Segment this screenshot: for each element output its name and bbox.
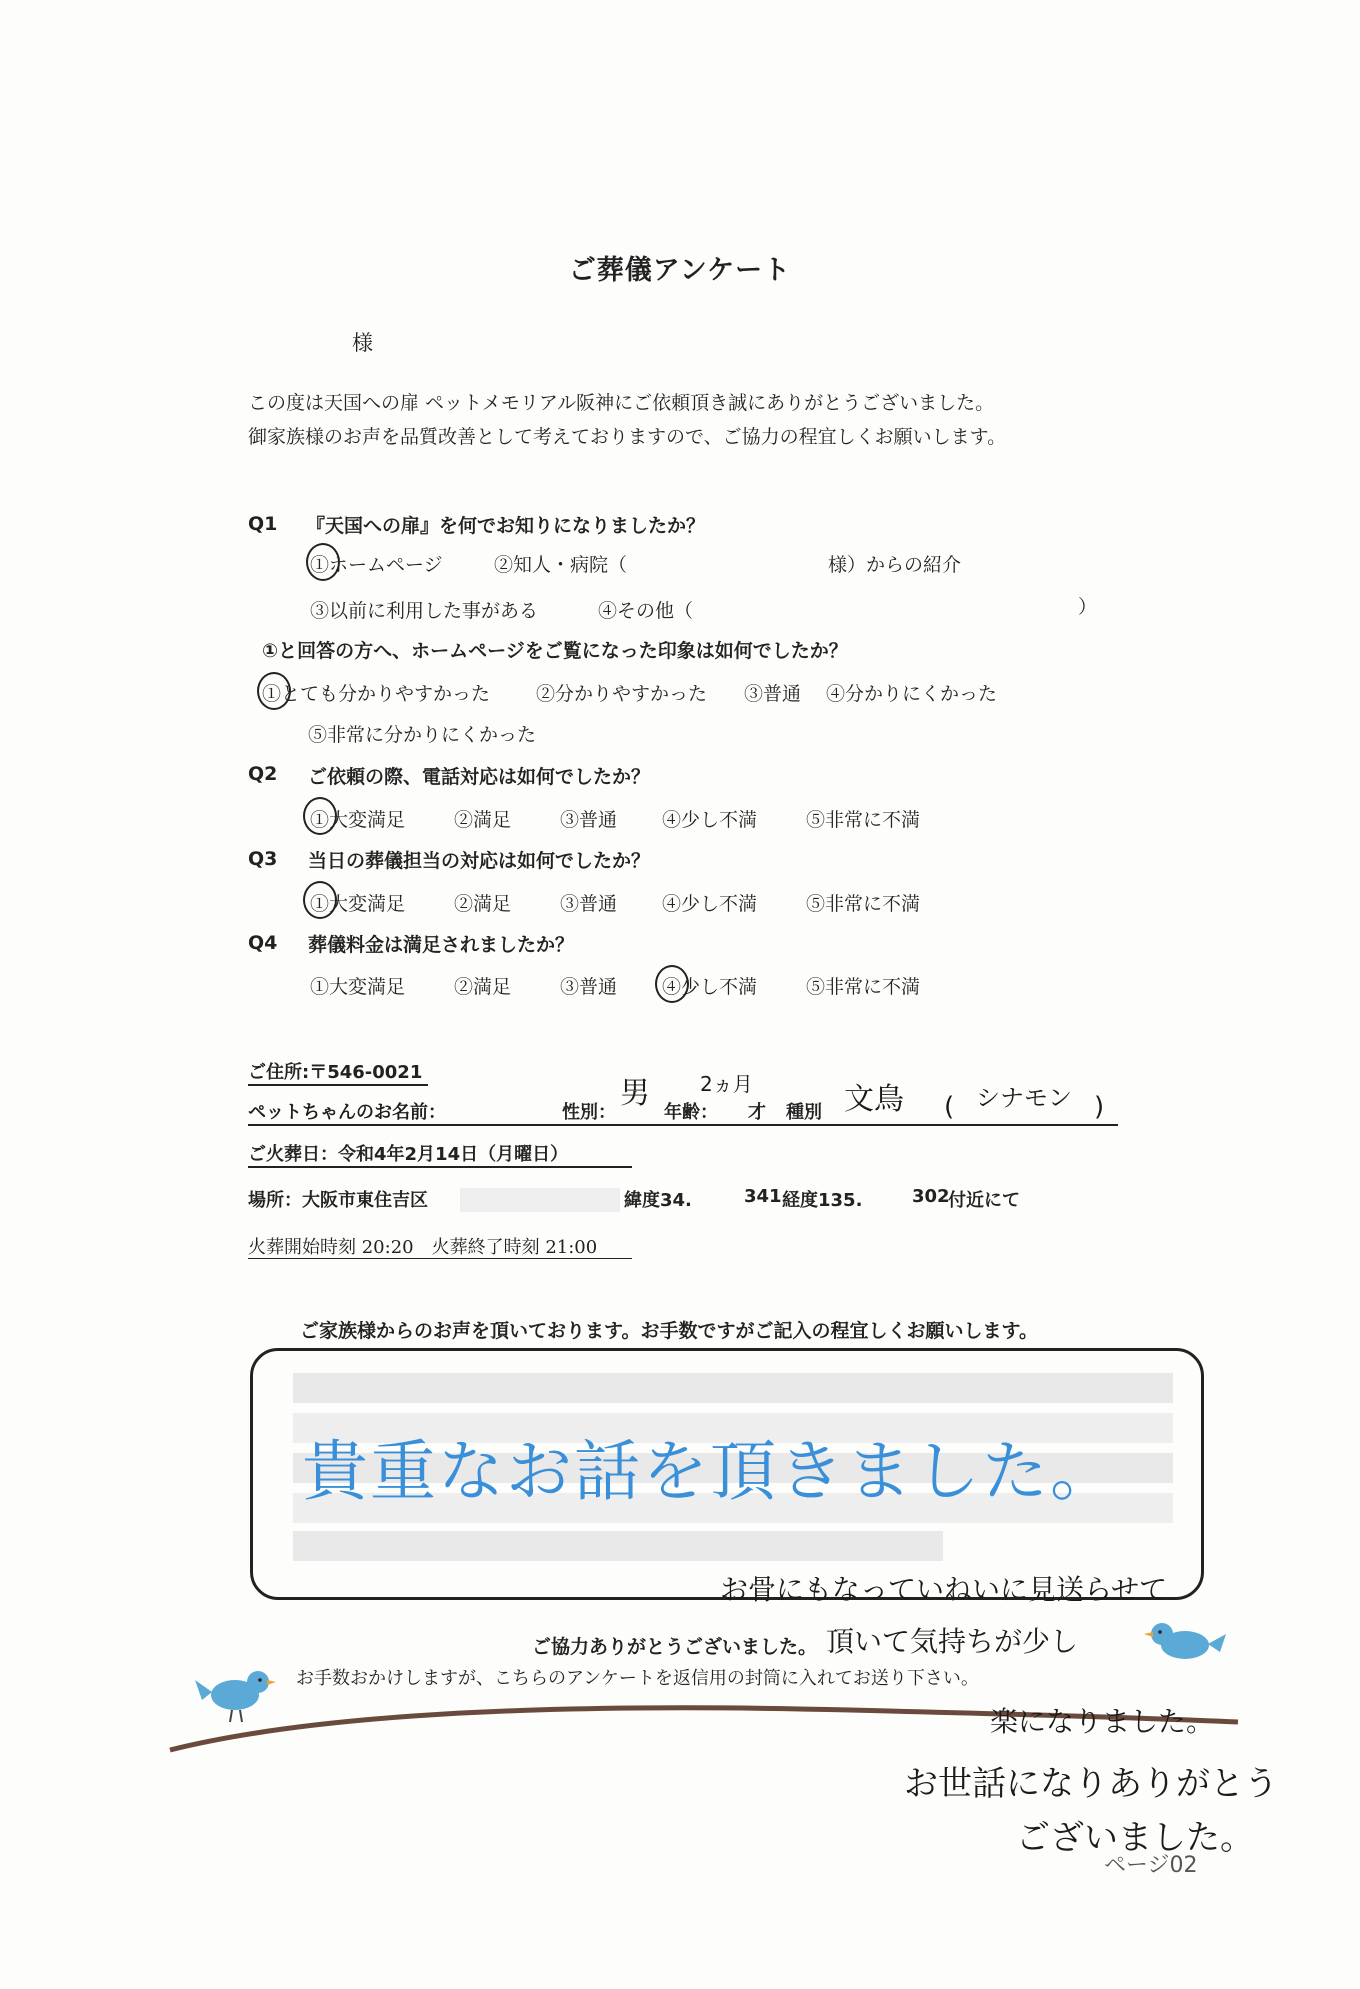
q3-question: 当日の葬儀担当の対応は如何でしたか？: [308, 850, 651, 872]
redacted-address: [460, 1188, 620, 1212]
q3-option-5[interactable]: ⑤非常に不満: [806, 893, 921, 915]
thanks-text: ご協力ありがとうございました。: [532, 1636, 818, 1658]
q1-sub-option-5[interactable]: ⑤非常に分かりにくかった: [308, 724, 537, 746]
handwritten-comment-blue: 貴重なお話を頂きました。: [302, 1433, 1118, 1510]
type-detail: シナモン: [976, 1084, 1072, 1112]
q3-option-1[interactable]: ①大変満足: [310, 893, 406, 915]
handwritten-comment-line-2: お骨にもなっていねいに見送らせて: [720, 1573, 1168, 1606]
q1-option-homepage[interactable]: ①ホームページ: [310, 554, 443, 576]
q3-option-3[interactable]: ③普通: [560, 893, 618, 915]
q3-option-4[interactable]: ④少し不満: [662, 893, 758, 915]
q1-option-other[interactable]: ④その他（: [598, 600, 694, 622]
q4-option-3[interactable]: ③普通: [560, 976, 618, 998]
bird-icon-left: [195, 1671, 276, 1722]
type-value: 文鳥: [844, 1082, 904, 1117]
redacted-line: [293, 1531, 943, 1561]
q1-sub-option-1[interactable]: ①とても分かりやすかった: [262, 683, 491, 705]
age-unit: 才: [748, 1102, 766, 1123]
intro-line-1: この度は天国への扉 ペットメモリアル阪神にご依頼頂き誠にありがとうございました。: [248, 392, 995, 414]
q4-option-4[interactable]: ④少し不満: [662, 976, 758, 998]
q1-option-previous[interactable]: ③以前に利用した事がある: [310, 600, 539, 622]
handwritten-comment-line-3: 頂いて気持ちが少し: [826, 1625, 1079, 1658]
q2-option-4[interactable]: ④少し不満: [662, 809, 758, 831]
bird-icon-right: [1144, 1623, 1226, 1659]
handwritten-comment-line-5: お世話になりありがとう: [904, 1764, 1278, 1804]
salutation: 様: [352, 331, 373, 355]
date-underline: [248, 1166, 632, 1168]
selected-circle-mark: [655, 965, 689, 1003]
q1-sub-option-3[interactable]: ③普通: [744, 683, 802, 705]
q1-option-other-close: ）: [1078, 596, 1098, 618]
q1-sub-question: ①と回答の方へ、ホームページをご覧になった印象は如何でしたか？: [262, 640, 848, 662]
page-label: ページ02: [1104, 1853, 1198, 1878]
q4-option-5[interactable]: ⑤非常に不満: [806, 976, 921, 998]
type-paren-open: (: [944, 1092, 955, 1122]
page-title: ご葬儀アンケート: [568, 255, 792, 286]
address: ご住所:〒546-0021: [248, 1062, 423, 1083]
q3-option-2[interactable]: ②満足: [454, 893, 512, 915]
selected-circle-mark: [303, 881, 337, 919]
age-label: 年齢：: [664, 1102, 718, 1123]
return-note: お手数おかけしますが、こちらのアンケートを返信用の封筒に入れてお送り下さい。: [296, 1668, 979, 1689]
type-label: 種別: [786, 1102, 822, 1123]
q4-option-2[interactable]: ②満足: [454, 976, 512, 998]
handwritten-comment-line-6: ございました。: [1016, 1818, 1254, 1858]
pet-info-underline: [248, 1124, 1118, 1126]
q1-sub-option-4[interactable]: ④分かりにくかった: [826, 683, 998, 705]
near-text: 付近にて: [948, 1190, 1020, 1211]
latitude-label: 緯度34.: [624, 1190, 692, 1211]
sex-value: 男: [620, 1076, 650, 1111]
address-underline: [248, 1084, 428, 1086]
q2-option-3[interactable]: ③普通: [560, 809, 618, 831]
cremation-date: ご火葬日：令和4年2月14日（月曜日）: [248, 1144, 569, 1165]
q2-option-2[interactable]: ②満足: [454, 809, 512, 831]
comment-request: ご家族様からのお声を頂いております。お手数ですがご記入の程宜しくお願いします。: [300, 1320, 1038, 1342]
age-value: 2ヵ月: [700, 1072, 753, 1096]
handwritten-comment-line-4: 楽になりました。: [990, 1705, 1215, 1738]
q2-question: ご依頼の際、電話対応は如何でしたか？: [308, 766, 651, 788]
sex-label: 性別：: [562, 1102, 616, 1123]
q4-label: Q4: [248, 932, 278, 954]
longitude-label: 経度135.: [782, 1190, 863, 1211]
selected-circle-mark: [303, 797, 337, 835]
type-paren-close: ): [1094, 1092, 1105, 1122]
selected-circle-mark: [257, 672, 291, 710]
q1-question: 『天国への扉』を何でお知りになりましたか？: [306, 515, 706, 537]
q1-option-referral[interactable]: ②知人・病院（: [494, 554, 628, 576]
selected-circle-mark: [306, 543, 340, 581]
q2-option-5[interactable]: ⑤非常に不満: [806, 809, 921, 831]
q4-option-1[interactable]: ①大変満足: [310, 976, 406, 998]
q3-label: Q3: [248, 848, 278, 870]
intro-line-2: 御家族様のお声を品質改善として考えておりますので、ご協力の程宜しくお願いします。: [248, 426, 1007, 448]
redacted-line: [293, 1373, 1173, 1403]
q1-label: Q1: [248, 513, 278, 535]
latitude-value: 341: [744, 1186, 782, 1207]
q2-label: Q2: [248, 763, 278, 785]
cremation-times: 火葬開始時刻 20:20 火葬終了時刻 21:00: [248, 1237, 598, 1258]
q4-question: 葬儀料金は満足されましたか？: [308, 934, 575, 956]
q2-option-1[interactable]: ①大変満足: [310, 809, 406, 831]
longitude-value: 302: [912, 1186, 950, 1207]
cremation-place: 場所：大阪市東住吉区: [248, 1190, 428, 1211]
times-underline: [248, 1258, 632, 1259]
q1-sub-option-2[interactable]: ②分かりやすかった: [536, 683, 708, 705]
pet-name-label: ペットちゃんのお名前：: [248, 1102, 446, 1123]
q1-option-referral-suffix: 様）からの紹介: [828, 554, 962, 576]
